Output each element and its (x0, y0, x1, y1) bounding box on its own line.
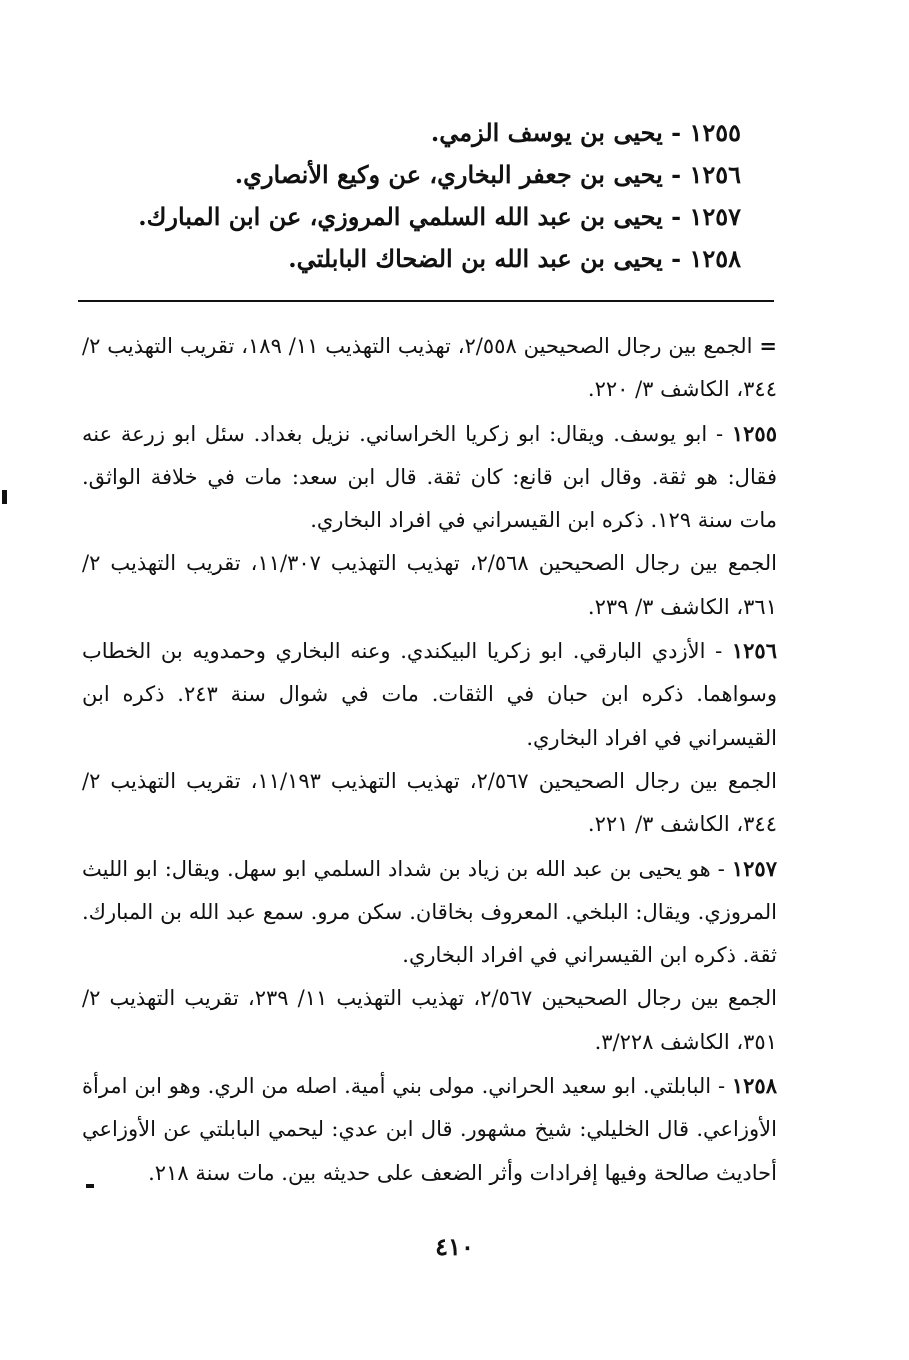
continuation-mark-side (2, 490, 7, 504)
continuation-mark-end (86, 1184, 94, 1188)
footnote-1258: ١٢٥٨ - البابلتي. ابو سعيد الحراني. مولى بني أمية. اصله من الري. وهو ابن امرأة الأوزاعي. قال الخليلي: شيخ مشهور. قال ابن عدي: ليحمي البابلتي عن الأوزاعي أحاديث صالحة وفيها إفرادات وأثر الضعف على حديثه بين. مات سنة ٢١٨. (82, 1073, 777, 1185)
page-number: ٤١٠ (435, 1232, 474, 1261)
entry-1257: ١٢٥٧ - يحيى بن عبد الله السلمي المروزي، عن ابن المبارك. (138, 202, 741, 231)
footnotes (82, 324, 777, 1195)
entries-list (138, 112, 741, 280)
entry-1255: ١٢٥٥ - يحيى بن يوسف الزمي. (430, 118, 741, 147)
footnote-divider (78, 300, 774, 302)
footnote-1256: ١٢٥٦ - الأزدي البارقي. ابو زكريا البيكندي. وعنه البخاري وحمدويه بن الخطاب وسواهما. ذكره ابن حبان في الثقات. مات في شوال سنة ٢٤٣. ذكره ابن القيسراني في افراد البخاري. (82, 638, 778, 750)
footnote-1257: ١٢٥٧ - هو يحيى بن عبد الله بن زياد بن شداد السلمي ابو سهل. ويقال: ابو الليث المروزي. ويقال: البلخي. المعروف بخاقان. سكن مرو. سمع عبد الله بن المبارك. ثقة. ذكره ابن القيسراني في افراد البخاري. (82, 855, 777, 968)
footnote-continued: = الجمع بين رجال الصحيحين ٢/٥٥٨، تهذيب التهذيب ١١/ ١٨٩، تقريب التهذيب ٢/ ٣٤٤، الكاشف ٣/ ٢٢٠. (82, 333, 777, 402)
entry-1256: ١٢٥٦ - يحيى بن جعفر البخاري، عن وكيع الأنصاري. (234, 160, 741, 189)
footnote-1255-refs: الجمع بين رجال الصحيحين ٢/٥٦٨، تهذيب التهذيب ١١/٣٠٧، تقريب التهذيب ٢/ ٣٦١، الكاشف ٣/ ٢٣٩. (82, 551, 777, 619)
entry-1258: ١٢٥٨ - يحيى بن عبد الله بن الضحاك البابلتي. (288, 244, 741, 273)
footnote-1255: ١٢٥٥ - ابو يوسف. ويقال: ابو زكريا الخراساني. نزيل بغداد. سئل ابو زرعة عنه فقال: هو ثقة. وقال ابن قانع: كان ثقة. قال ابن سعد: مات في خلافة الواثق. مات سنة ١٢٩. ذكره ابن القيسراني في افراد البخاري. (82, 420, 777, 533)
footnote-1257-refs: الجمع بين رجال الصحيحين ٢/٥٦٧، تهذيب التهذيب ١١/ ٢٣٩، تقريب التهذيب ٢/ ٣٥١، الكاشف ٣/٢٢٨. (82, 986, 778, 1054)
footnote-1256-refs: الجمع بين رجال الصحيحين ٢/٥٦٧، تهذيب التهذيب ١١/١٩٣، تقريب التهذيب ٢/ ٣٤٤، الكاشف ٣/ ٢٢١. (82, 768, 777, 837)
